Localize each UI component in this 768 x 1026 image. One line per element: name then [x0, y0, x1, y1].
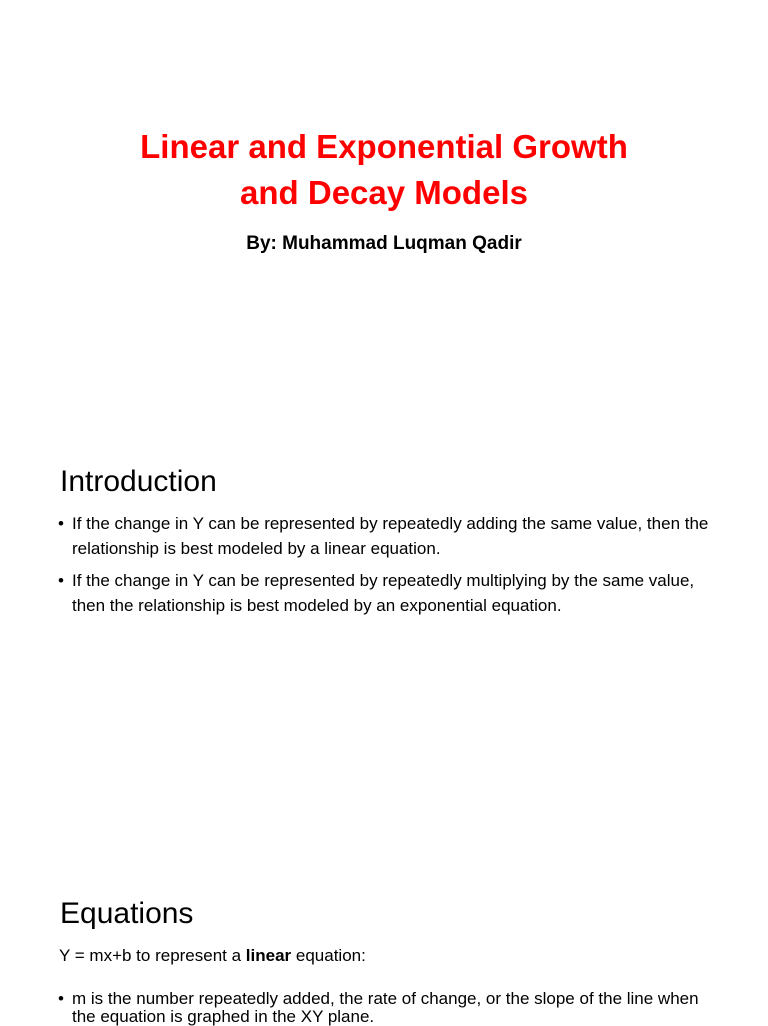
- list-item: [58, 990, 718, 1026]
- slide-title: [0, 124, 768, 216]
- list-item-text: If the change in Y can be represented by repeatedly adding the same value, then the relationship is best modeled by a linear equation.: [72, 514, 709, 558]
- equation-prefix: Y = mx+b to represent a: [59, 946, 246, 965]
- equations-slide: [0, 864, 768, 1024]
- list-item: [58, 511, 718, 561]
- bullet-icon: •: [58, 514, 64, 533]
- slide-title-line-1: Linear and Exponential Growth: [140, 128, 628, 165]
- list-item-text: m is the number repeatedly added, the rate of change, or the slope of the line when the equation is graphed in the XY plane.: [72, 989, 699, 1026]
- list-item: [58, 568, 718, 618]
- equation-emphasis: linear: [245, 946, 292, 965]
- bullet-list: [58, 511, 718, 625]
- bullet-icon: •: [58, 571, 64, 590]
- list-item-text: If the change in Y can be represented by repeatedly multiplying by the same value, then the relationship is best modeled by an exponential equation.: [72, 571, 695, 615]
- introduction-slide: [0, 432, 768, 864]
- slide-heading: Equations: [60, 897, 194, 930]
- slide-title-line-2: and Decay Models: [240, 174, 528, 211]
- title-slide: [0, 0, 768, 432]
- bullet-icon: •: [58, 989, 64, 1008]
- author-byline: By: Muhammad Luqman Qadir: [246, 233, 522, 254]
- bullet-list: [58, 990, 718, 1026]
- equation-statement: [59, 943, 366, 968]
- slide-heading: Introduction: [60, 465, 217, 498]
- equation-suffix: equation:: [291, 946, 366, 965]
